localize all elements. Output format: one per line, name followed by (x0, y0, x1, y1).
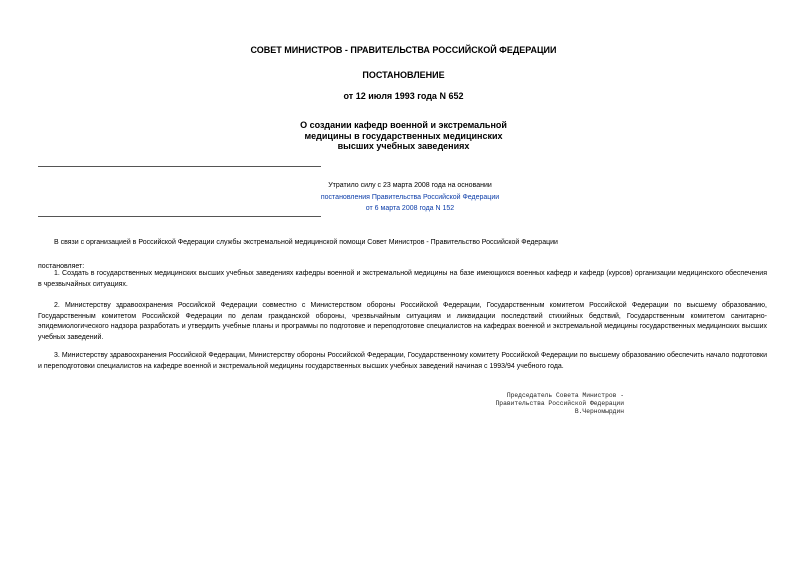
status-note (260, 180, 560, 215)
clause-3: 3. Министерству здравоохранения Российской Федерации, Министерству обороны Российской Федерации, Государственному комитету Российской Федерации по высшему образованию обеспечить начало подготовки и переподготовки специалистов на кафедре военной и экстремальной медицины государственных высших учебных заведений начиная с 1993/94 учебного года. (38, 352, 767, 370)
repeal-document-date-link[interactable]: от 6 марта 2008 года N 152 (365, 205, 455, 212)
subject-line: высших учебных заведениях (337, 141, 470, 151)
org-title: СОВЕТ МИНИСТРОВ - ПРАВИТЕЛЬСТВА РОССИЙСКОЙ ФЕДЕРАЦИИ (250, 45, 557, 55)
divider-bottom (38, 216, 321, 217)
subject-line: О создании кафедр военной и экстремальной (300, 120, 507, 130)
subject-line: медицины в государственных медицинских (304, 130, 503, 141)
signatory-name: В.Черномырдин (574, 408, 624, 416)
clause-2: 2. Министерству здравоохранения Российской Федерации совместно с Министерством обороны Российской Федерации, Государственным комитетом Российской Федерации по высшему образованию, Государственным комитетом Российской Федерации по делам гражданской обороны, чрезвычайным ситуациям и ликвидации последствий стихийных бедствий, Государственным комитетом санитарно-эпидемиологического надзора разработать и утвердить учебные планы и программы по подготовке и переподготовке специалистов на кафедрах военной и экстремальной медицины государственных медицинских высших учебных заведений. (38, 302, 767, 341)
repeal-document-link[interactable]: постановления Правительства Российской Федерации (320, 193, 500, 201)
clause-1: 1. Создать в государственных медицинских высших учебных заведениях кафедры военной и экстремальной медицины на базе имеющихся военных кафедр и кафедр (курсов) организации медицинского обеспечения в чрезвычайных ситуациях. (38, 270, 767, 288)
document-date: от 12 июля 1993 года N 652 (343, 91, 464, 101)
signature-block (496, 392, 624, 417)
signature-position: Председатель Совета Министров - (506, 392, 624, 399)
document-subject (0, 120, 807, 152)
status-note-text: Утратило силу с 23 марта 2008 года на основании (328, 182, 492, 189)
preamble-paragraph: В связи с организацией в Российской Федерации службы экстремальной медицинской помощи Совет Министров - Правительство Российской Федерации (54, 239, 558, 246)
divider-top (38, 166, 321, 167)
signature-position-cont: Правительства Российской Федерации (495, 400, 624, 408)
resolves-label: постановляет: (38, 263, 85, 270)
document-type: ПОСТАНОВЛЕНИЕ (362, 70, 445, 80)
